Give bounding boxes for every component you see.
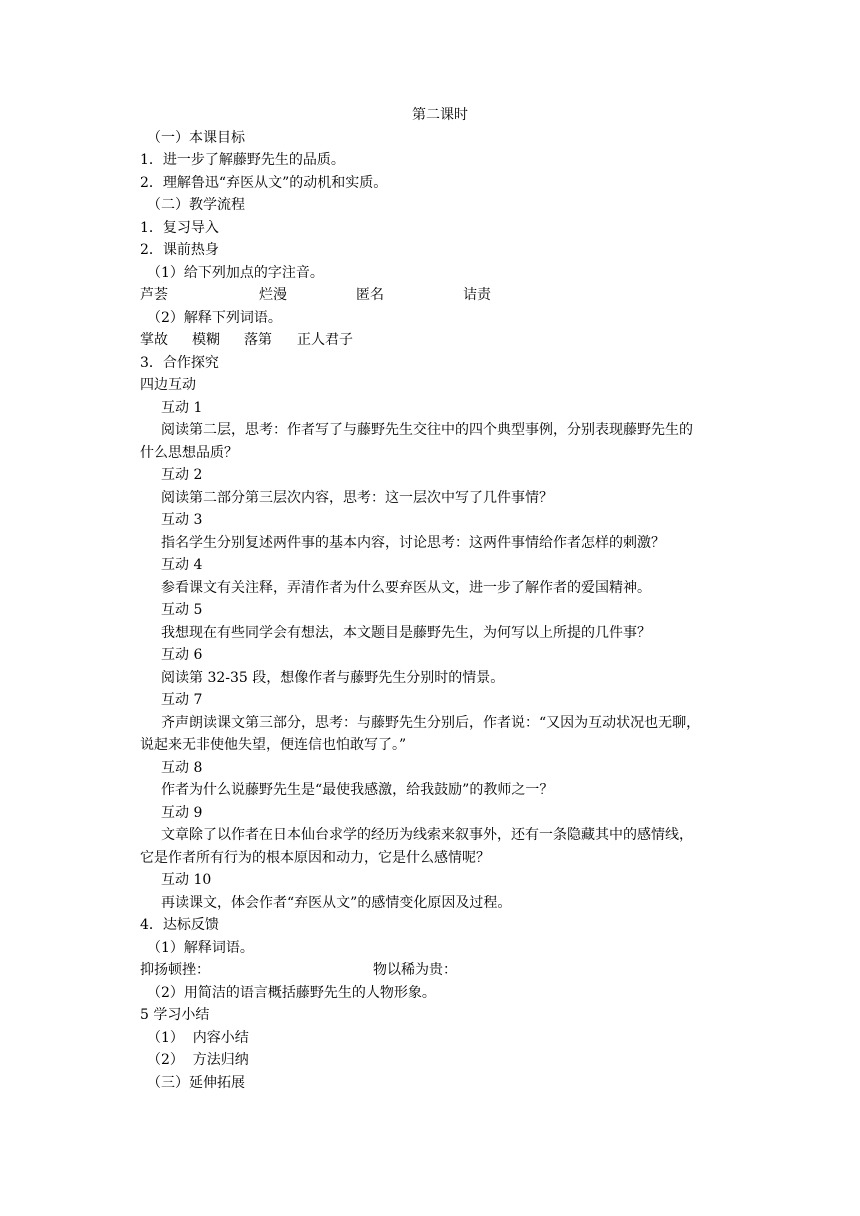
step-2: 2．课前热身	[140, 242, 219, 258]
interaction-label: 互动 5	[161, 602, 203, 618]
interaction-text-cont: 它是作者所有行为的根本原因和动力，它是什么感情呢？	[140, 849, 490, 866]
feedback-item-2: （2）用简洁的语言概括藤野先生的人物形象。	[147, 984, 436, 1001]
explain-word: 掌故	[140, 332, 168, 348]
interaction-label: 互动 9	[161, 804, 203, 821]
section-process-heading: （二）教学流程	[147, 197, 245, 213]
interaction-text: 阅读第二部分第三层次内容，思考：这一层次中写了几件事情？	[161, 489, 553, 506]
page-title: 第二课时	[412, 107, 468, 123]
pinyin-word: 匿名	[356, 287, 384, 303]
explain-word: 正人君子	[297, 332, 353, 348]
goal-2: 2．理解鲁迅“弃医从文”的动机和实质。	[140, 174, 388, 191]
pinyin-task: （1）给下列加点的字注音。	[147, 264, 324, 281]
interaction-label: 互动 8	[161, 759, 203, 776]
summary-item: （2） 方法归纳	[147, 1052, 249, 1068]
interaction-label: 互动 10	[161, 872, 212, 888]
interaction-text-cont: 说起来无非使他失望，便连信也怕敢写了。”	[140, 737, 407, 753]
interaction-text: 再读课文，体会作者“弃医从文”的感情变化原因及过程。	[161, 894, 512, 911]
interaction-text: 指名学生分别复述两件事的基本内容，讨论思考：这两件事情给作者怎样的刺激？	[161, 534, 665, 551]
interaction-text: 阅读第 32-35 段，想像作者与藤野先生分别时的情景。	[161, 669, 505, 686]
interaction-label: 互动 6	[161, 647, 203, 663]
step-5: 5 学习小结	[140, 1007, 210, 1023]
step-4: 4．达标反馈	[140, 917, 219, 933]
explain-word: 落第	[244, 332, 272, 348]
interaction-text: 文章除了以作者在日本仙台求学的经历为线索来叙事外，还有一条隐藏其中的感情线，	[161, 827, 693, 843]
interaction-label: 互动 7	[161, 692, 203, 708]
goal-1: 1．进一步了解藤野先生的品质。	[140, 152, 345, 168]
step-1: 1．复习导入	[140, 219, 219, 236]
pinyin-words-row	[140, 284, 740, 307]
feedback-word: 物以稀为贵：	[373, 962, 457, 978]
feedback-word: 抑扬顿挫：	[140, 962, 210, 978]
feedback-item-1: （1）解释词语。	[147, 939, 254, 956]
interaction-label: 互动 2	[161, 467, 203, 483]
interaction-label: 互动 1	[161, 399, 203, 416]
pinyin-word: 诘责	[463, 287, 491, 303]
explain-word: 模糊	[192, 332, 220, 348]
explain-words-row	[140, 329, 740, 352]
interaction-text: 参看课文有关注释，弄清作者为什么要弃医从文，进一步了解作者的爱国精神。	[161, 579, 651, 596]
interaction-text: 作者为什么说藤野先生是“最使我感激，给我鼓励”的教师之一？	[161, 782, 554, 798]
interaction-label: 互动 4	[161, 557, 203, 573]
feedback-words-row	[140, 959, 740, 982]
interaction-label: 互动 3	[161, 512, 203, 528]
interaction-text: 我想现在有些同学会有想法，本文题目是藤野先生，为何写以上所提的几件事？	[161, 624, 651, 641]
interaction-text: 齐声朗读课文第三部分，思考：与藤野先生分别后，作者说：“又因为互动状况也无聊，	[161, 714, 701, 731]
explain-task: （2）解释下列词语。	[147, 309, 282, 326]
step-3: 3．合作探究	[140, 354, 219, 371]
section-extension-heading: （三）延伸拓展	[147, 1074, 245, 1091]
section-goals-heading: （一）本课目标	[147, 129, 245, 146]
pinyin-word: 烂漫	[259, 287, 287, 303]
interaction-text: 阅读第二层，思考：作者写了与藤野先生交往中的四个典型事例，分别表现藤野先生的	[161, 422, 693, 438]
interaction-text-cont: 什么思想品质？	[140, 444, 238, 461]
document-body	[140, 104, 740, 1094]
summary-item: （1） 内容小结	[147, 1029, 249, 1046]
group-heading: 四边互动	[140, 377, 196, 393]
pinyin-word: 芦荟	[140, 287, 168, 303]
